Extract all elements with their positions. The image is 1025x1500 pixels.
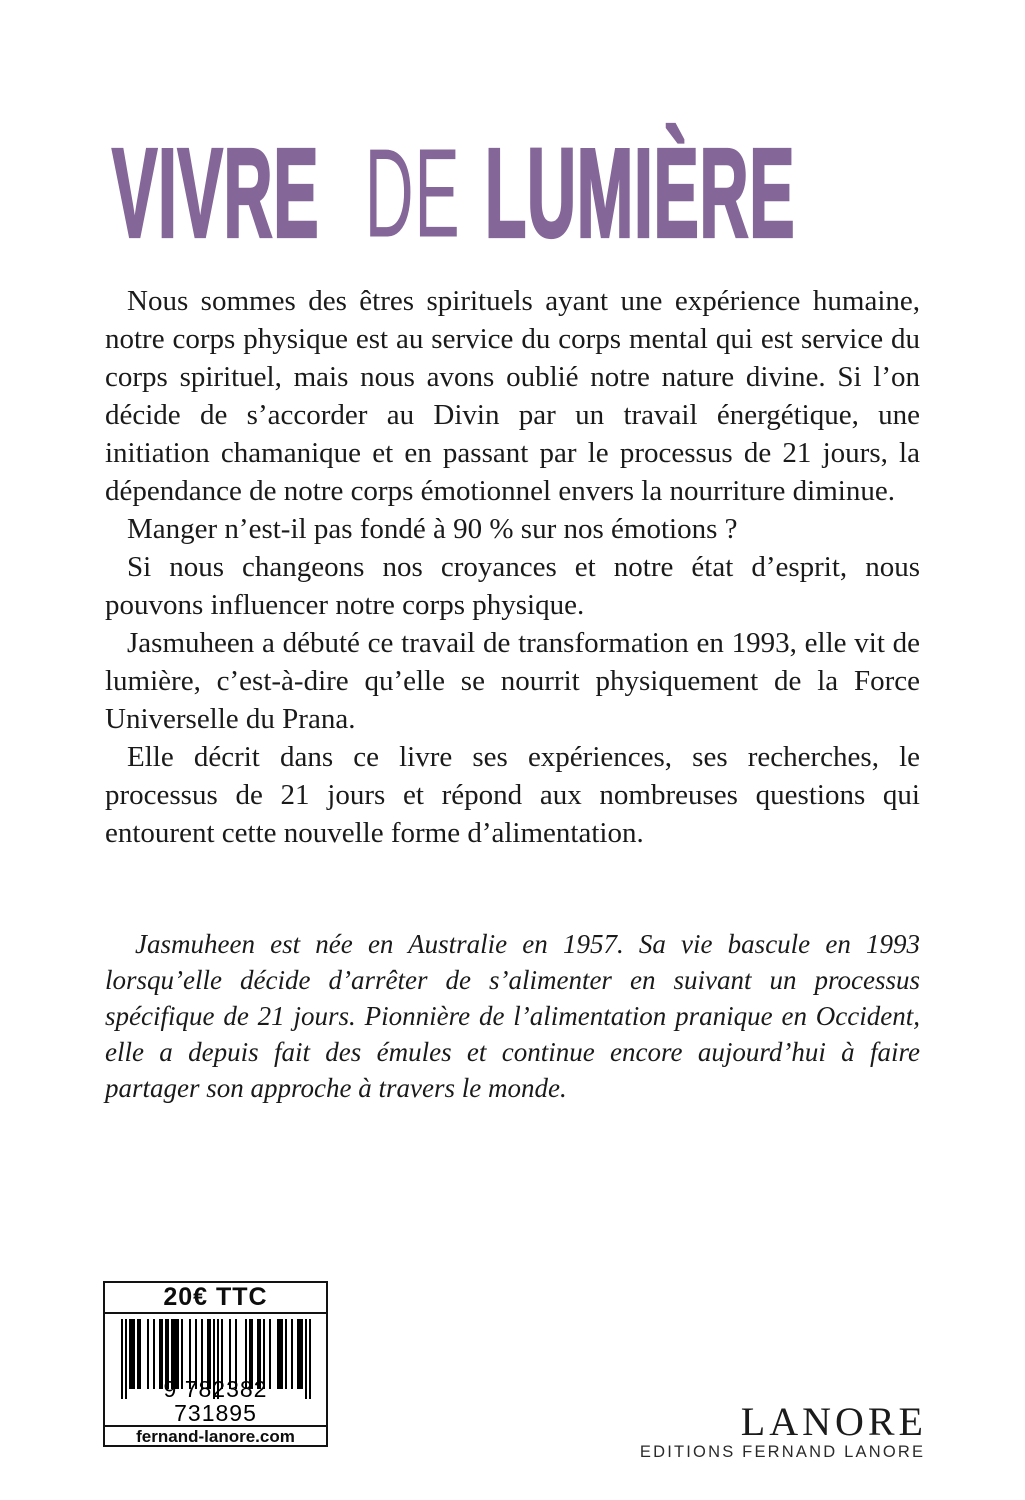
- author-bio-block: [105, 926, 920, 1106]
- author-bio-text: Jasmuheen est née en Australie en 1957. Sa vie bascule en 1993 lorsqu’elle décide d’arrêter de s’alimenter en suivant un processus spécifique de 21 jours. Pionnière de l’alimentation pranique en Occident, elle a depuis fait des émules et continue encore aujourd’hui à faire partager son approche à travers le monde.: [105, 929, 920, 1103]
- synopsis-paragraph: Si nous changeons nos croyances et notre état d’esprit, nous pouvons influencer notre corps physique.: [105, 551, 920, 621]
- price-barcode-block: [103, 1281, 328, 1447]
- publisher-website-label: fernand-lanore.com: [105, 1425, 326, 1447]
- title-word-vivre: VIVRE: [112, 122, 320, 264]
- book-title: [112, 122, 1025, 264]
- synopsis-paragraph: Elle décrit dans ce livre ses expériences, ses recherches, le processus de 21 jours et répond aux nombreuses questions qui entourent cette nouvelle forme d’alimentation.: [105, 741, 920, 849]
- barcode-digits: 9 782382 731895: [163, 1376, 268, 1426]
- synopsis-block: [105, 282, 920, 852]
- publisher-subline: EDITIONS FERNAND LANORE: [639, 1443, 926, 1461]
- synopsis-paragraph: Manger n’est-il pas fondé à 90 % sur nos émotions ?: [127, 513, 738, 545]
- title-word-de: DE: [364, 122, 461, 264]
- price-label: 20€ TTC: [105, 1283, 326, 1314]
- ean13-barcode: [105, 1314, 326, 1425]
- publisher-logo: LANORE: [740, 1399, 927, 1444]
- synopsis-paragraph: Nous sommes des êtres spirituels ayant une expérience humaine, notre corps physique est au service du corps mental qui est service du corps spirituel, mais nous avons oublié notre nature divine. Si l’on décide de s’accorder au Divin par un travail énergétique, une initiation chamanique et en passant par le processus de 21 jours, la dépendance de notre corps émotionnel envers la nourriture diminue.: [105, 285, 920, 507]
- title-word-lumiere: LUMIÈRE: [484, 122, 796, 264]
- synopsis-paragraph: Jasmuheen a débuté ce travail de transformation en 1993, elle vit de lumière, c’est-à-dire qu’elle se nourrit physiquement de la Force Universelle du Prana.: [105, 627, 920, 735]
- publisher-block: [639, 1399, 927, 1461]
